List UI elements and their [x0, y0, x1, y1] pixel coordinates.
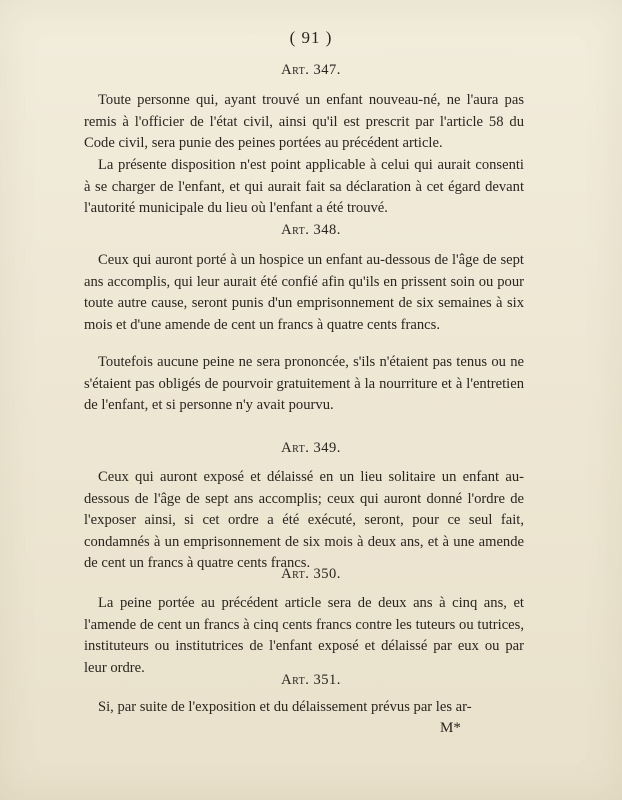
article-heading-348 [0, 222, 622, 239]
article-heading-347 [0, 62, 622, 79]
article-heading-350-text: Art. 350. [281, 566, 341, 582]
article-heading-348-text: Art. 348. [281, 222, 341, 238]
article-349-paragraph-1: Ceux qui auront exposé et délaissé en un lieu solitaire un enfant au-dessous de l'âge de sept ans accomplis; ceux qui auront donné l'ordre de l'exposer ainsi, si cet ordre a été exécuté, seront, pour ce seul fait, condamnés à un emprisonnement de six mois à deux ans, et à une amende de cent un francs à quatre cents francs. [84, 469, 524, 571]
article-heading-351-text: Art. 351. [281, 672, 341, 688]
article-348-paragraph-1: Ceux qui auront porté à un hospice un enfant au-dessous de l'âge de sept ans accomplis, qui leur aurait été confié afin qu'ils en prissent soin ou pour toute autre cause, seront punis d'un emprisonnement de six semaines à six mois et d'une amende de cent un francs à quatre cents francs. [84, 252, 524, 333]
article-heading-351 [0, 672, 622, 689]
article-heading-349-text: Art. 349. [281, 440, 341, 456]
article-348-paragraph-2: Toutefois aucune peine ne sera prononcée, s'ils n'étaient pas tenus ou ne s'étaient pas obligés de pourvoir gratuitement à la nourriture et à l'entretien de l'enfant, et si personne n'y avait pourvu. [84, 354, 524, 413]
article-351-paragraph-1: Si, par suite de l'exposition et du délaissement prévus par les ar- [98, 699, 472, 715]
article-347-paragraph-1: Toute personne qui, ayant trouvé un enfant nouveau-né, ne l'aura pas remis à l'officier de l'état civil, ainsi qu'il est prescrit par l'article 58 du Code civil, sera punie des peines portées au précédent article. [84, 92, 524, 151]
article-350-paragraph-1: La peine portée au précédent article sera de deux ans à cinq ans, et l'amende de cent un francs à cinq cents francs contre les tuteurs ou tutrices, instituteurs ou institutrices de l'enfant exposé et délaissé par eux ou par leur ordre. [84, 595, 524, 676]
article-heading-347-text: Art. 347. [281, 62, 341, 78]
page-number: ( 91 ) [289, 28, 333, 47]
article-heading-350 [0, 566, 622, 583]
article-347-paragraph-2: La présente disposition n'est point applicable à celui qui aurait consenti à se charger de l'enfant, et qui aurait fait sa déclaration à cet égard devant l'autorité municipale du lieu où l'enfant a été trouvé. [84, 157, 524, 216]
signature-mark: M* [440, 720, 461, 736]
article-heading-349 [0, 440, 622, 457]
